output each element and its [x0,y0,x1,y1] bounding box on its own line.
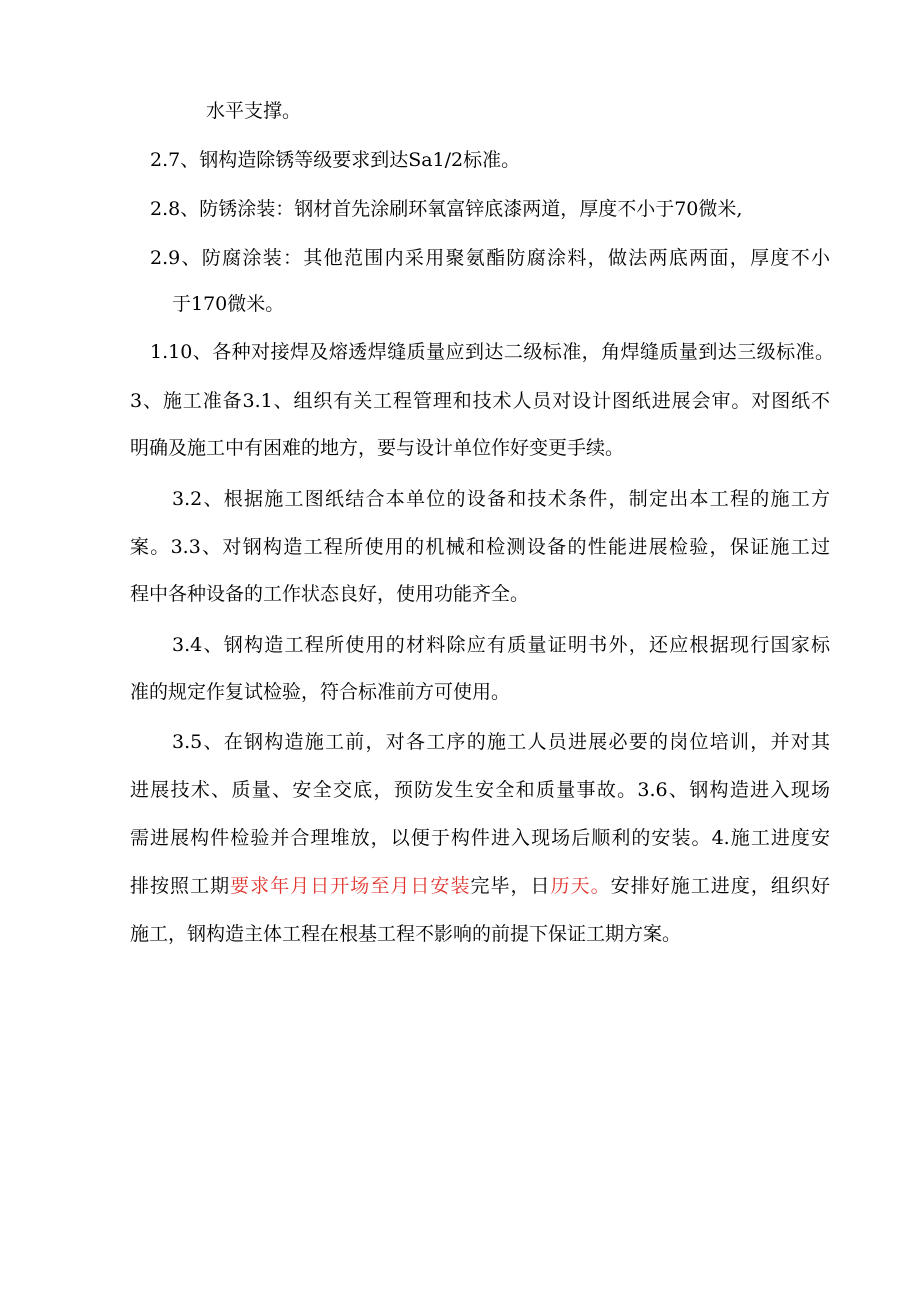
schedule-highlight-2: 历天。 [550,875,611,897]
text-line-13: 准的规定作复试检验，符合标准前方可使用。 [130,681,511,703]
text-line-18: 施工，钢构造主体工程在根基工程不影响的前提下保证工期方案。 [130,923,682,945]
text-line-2: 2.7、钢构造除锈等级要求到达Sa1/2标准。 [150,149,521,171]
text-line-16: 需进展构件检验并合理堆放，以便于构件进入现场后顺利的安装。4.施工进度安 [130,827,830,849]
schedule-text-3: 安排好施工进度，组织好 [610,875,830,897]
text-line-15: 进展技术、质量、安全交底，预防发生安全和质量事故。3.6、钢构造进入现场 [130,779,830,801]
text-line-17 [130,874,830,898]
text-line-4: 2.9、防腐涂装：其他范围内采用聚氨酯防腐涂料，做法两底两面，厚度不小 [150,247,830,269]
schedule-text-2: 完毕，日 [470,875,551,897]
text-line-7: 3、施工准备3.1、组织有关工程管理和技术人员对设计图纸进展会审。对图纸不 [130,390,830,412]
text-line-5: 于170微米。 [172,293,285,315]
text-line-8: 明确及施工中有困难的地方，要与设计单位作好变更手续。 [130,437,625,459]
text-line-9: 3.2、根据施工图纸结合本单位的设备和技术条件，制定出本工程的施工方 [172,488,830,510]
schedule-highlight-1: 要求年月日开场至月日安装 [230,875,471,897]
text-line-14: 3.5、在钢构造施工前，对各工序的施工人员进展必要的岗位培训，并对其 [172,731,830,753]
text-line-3: 2.8、防锈涂装：钢材首先涂刷环氧富锌底漆两道，厚度不小于70微米, [150,198,743,220]
text-line-1: 水平支撑。 [206,100,302,122]
schedule-text-1: 排按照工期 [130,875,231,897]
text-line-11: 程中各种设备的工作状态良好，使用功能齐全。 [130,583,530,605]
text-line-10: 案。3.3、对钢构造工程所使用的机械和检测设备的性能进展检验，保证施工过 [130,536,830,558]
text-line-6: 1.10、各种对接焊及熔透焊缝质量应到达二级标准，角焊缝质量到达三级标准。 [150,341,834,363]
text-line-12: 3.4、钢构造工程所使用的材料除应有质量证明书外，还应根据现行国家标 [172,634,830,656]
